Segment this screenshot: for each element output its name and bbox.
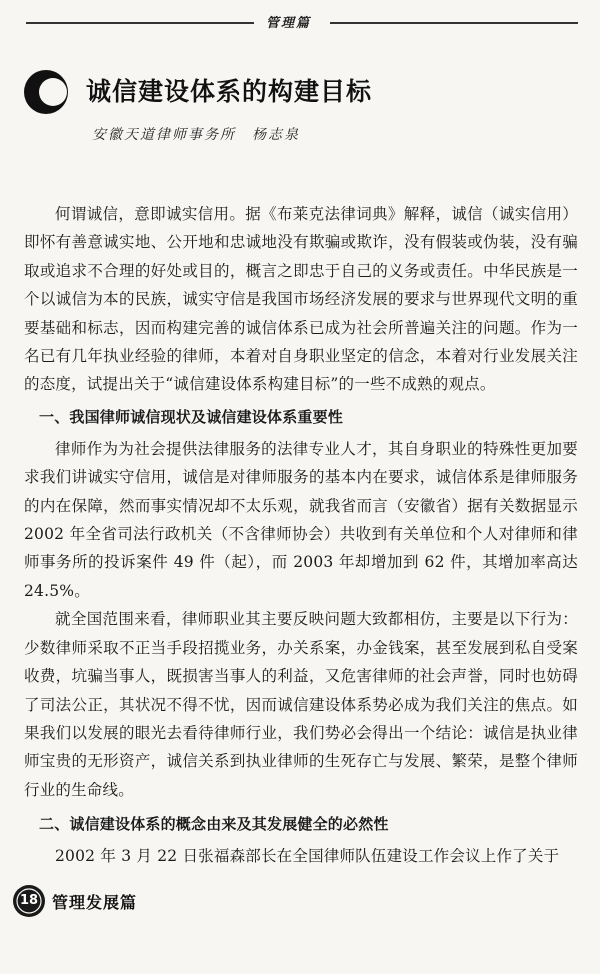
section-heading-2: 二、诚信建设体系的概念由来及其发展健全的必然性 [39,815,389,834]
article-title: 诚信建设体系的构建目标 [86,77,373,106]
page-number: 18 [19,893,39,908]
title-crescent-icon [22,68,70,116]
header-rule-right [330,22,578,24]
footer-section-label: 管理发展篇 [52,893,138,912]
paragraph-2: 律师作为为社会提供法律服务的法律专业人才，其自身职业的特殊性更加要求我们讲诚实守信用，诚信是对律师服务的基本内在要求，诚信体系是律师服务的内在保障，然而事实情况却不太乐观，就我省而言（安徽省）据有关数据显示 2002 年全省司法行政机关（不含律师协会）共收到有关单位和个人对律师和律师事务所的投诉案件 49 件（起），而 2003 年却增加到 62 件，其增加率高达 24.5%。 [24,439,578,600]
running-header [26,12,578,32]
paragraph-3: 就全国范围来看，律师职业其主要反映问题大致都相仿，主要是以下行为：少数律师采取不正当手段招揽业务，办关系案，办金钱案，甚至发展到私自受案收费，坑骗当事人，既损害当事人的利益，又危害律师的社会声誉，同时也妨碍了司法公正，其状况不得不忧，因而诚信建设体系势必成为我们关注的焦点。如果我们以发展的眼光去看待律师行业，我们势必会得出一个结论：诚信是执业律师宝贵的无形资产，诚信关系到执业律师的生死存亡与发展、繁荣，是整个律师行业的生命线。 [24,610,578,799]
section-heading-1: 一、我国律师诚信现状及诚信建设体系重要性 [39,407,344,426]
paragraph-4: 2002 年 3 月 22 日张福森部长在全国律师队伍建设工作会议上作了关于 [55,847,560,866]
article-author: 安徽天道律师事务所 杨志泉 [92,127,300,143]
header-section-label: 管理篇 [266,16,312,31]
paragraph-intro: 何谓诚信，意即诚实信用。据《布莱克法律词典》解释，诚信（诚实信用）即怀有善意诚实地、公开地和忠诚地没有欺骗或欺诈，没有假装或伪装，没有骗取或追求不合理的好处或目的，概言之即忠于自己的义务或责任。中华民族是一个以诚信为本的民族，诚实守信是我国市场经济发展的要求与世界现代文明的重要基础和标志，因而构建完善的诚信体系已成为社会所普遍关注的问题。作为一名已有几年执业经验的律师，本着对自身职业坚定的信念，本着对行业发展关注的态度，试提出关于“诚信建设体系构建目标”的一些不成熟的观点。 [24,205,578,394]
header-rule-left [26,22,254,24]
running-footer [12,884,312,918]
article-body [24,200,578,871]
